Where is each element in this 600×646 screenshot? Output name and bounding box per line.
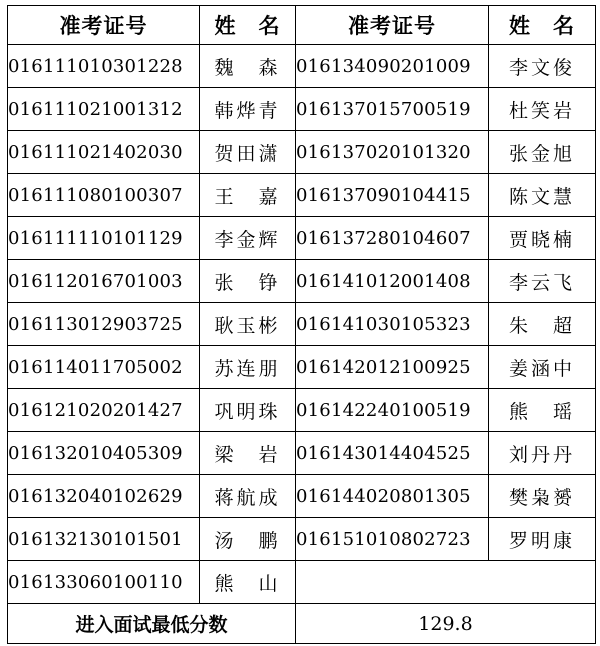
header-exam-id-right: 准考证号: [296, 6, 489, 45]
candidate-name: 刘丹丹: [489, 432, 596, 475]
table-row: [8, 88, 596, 131]
table-row: [8, 303, 596, 346]
table-row: [8, 389, 596, 432]
candidate-name: 梁 岩: [200, 432, 296, 475]
empty-cell: [296, 561, 596, 604]
exam-id: 016132040102629: [8, 475, 200, 518]
table-row: [8, 217, 596, 260]
exam-id: 016142240100519: [296, 389, 489, 432]
exam-id: 016111080100307: [8, 174, 200, 217]
exam-id: 016132130101501: [8, 518, 200, 561]
candidate-name: 韩烨青: [200, 88, 296, 131]
exam-id: 016121020201427: [8, 389, 200, 432]
exam-id: 016111110101129: [8, 217, 200, 260]
table-row: [8, 475, 596, 518]
candidate-name: 魏 森: [200, 45, 296, 88]
candidate-name: 杜笑岩: [489, 88, 596, 131]
candidate-name: 李云飞: [489, 260, 596, 303]
exam-id: 016114011705002: [8, 346, 200, 389]
exam-id: 016141030105323: [296, 303, 489, 346]
exam-id: 016113012903725: [8, 303, 200, 346]
table-row: [8, 346, 596, 389]
table-row: [8, 131, 596, 174]
candidate-name: 王 嘉: [200, 174, 296, 217]
table-row: [8, 432, 596, 475]
exam-id: 016112016701003: [8, 260, 200, 303]
candidate-name: 熊 山: [200, 561, 296, 604]
candidate-name: 李金辉: [200, 217, 296, 260]
exam-id: 016142012100925: [296, 346, 489, 389]
table-row: [8, 561, 596, 604]
exam-id: 016141012001408: [296, 260, 489, 303]
exam-id: 016133060100110: [8, 561, 200, 604]
admission-score-table: [7, 5, 596, 644]
header-name-left: 姓 名: [200, 6, 296, 45]
candidate-name: 贾晓楠: [489, 217, 596, 260]
header-exam-id-left: 准考证号: [8, 6, 200, 45]
candidate-name: 张金旭: [489, 131, 596, 174]
min-interview-score-value: 129.8: [296, 604, 596, 644]
table-row: [8, 174, 596, 217]
candidate-name: 蒋航成: [200, 475, 296, 518]
candidate-name: 耿玉彬: [200, 303, 296, 346]
header-row: [8, 6, 596, 45]
exam-id: 016137020101320: [296, 131, 489, 174]
exam-id: 016111021001312: [8, 88, 200, 131]
candidate-name: 张 铮: [200, 260, 296, 303]
exam-id: 016134090201009: [296, 45, 489, 88]
candidate-name: 汤 鹏: [200, 518, 296, 561]
exam-id: 016137090104415: [296, 174, 489, 217]
table-row: [8, 260, 596, 303]
table-row: [8, 45, 596, 88]
min-interview-score-label: 进入面试最低分数: [8, 604, 296, 644]
candidate-name: 姜涵中: [489, 346, 596, 389]
exam-id: 016137280104607: [296, 217, 489, 260]
exam-id: 016132010405309: [8, 432, 200, 475]
exam-id: 016143014404525: [296, 432, 489, 475]
candidate-name: 陈文慧: [489, 174, 596, 217]
candidate-name: 苏连朋: [200, 346, 296, 389]
exam-id: 016151010802723: [296, 518, 489, 561]
candidate-name: 罗明康: [489, 518, 596, 561]
exam-id: 016144020801305: [296, 475, 489, 518]
footer-row: [8, 604, 596, 644]
candidate-name: 朱 超: [489, 303, 596, 346]
exam-id: 016111021402030: [8, 131, 200, 174]
candidate-name: 巩明珠: [200, 389, 296, 432]
candidate-name: 李文俊: [489, 45, 596, 88]
exam-id: 016111010301228: [8, 45, 200, 88]
table-row: [8, 518, 596, 561]
candidate-name: 樊枭赟: [489, 475, 596, 518]
candidate-name: 贺田潇: [200, 131, 296, 174]
exam-id: 016137015700519: [296, 88, 489, 131]
header-name-right: 姓 名: [489, 6, 596, 45]
candidate-name: 熊 瑶: [489, 389, 596, 432]
